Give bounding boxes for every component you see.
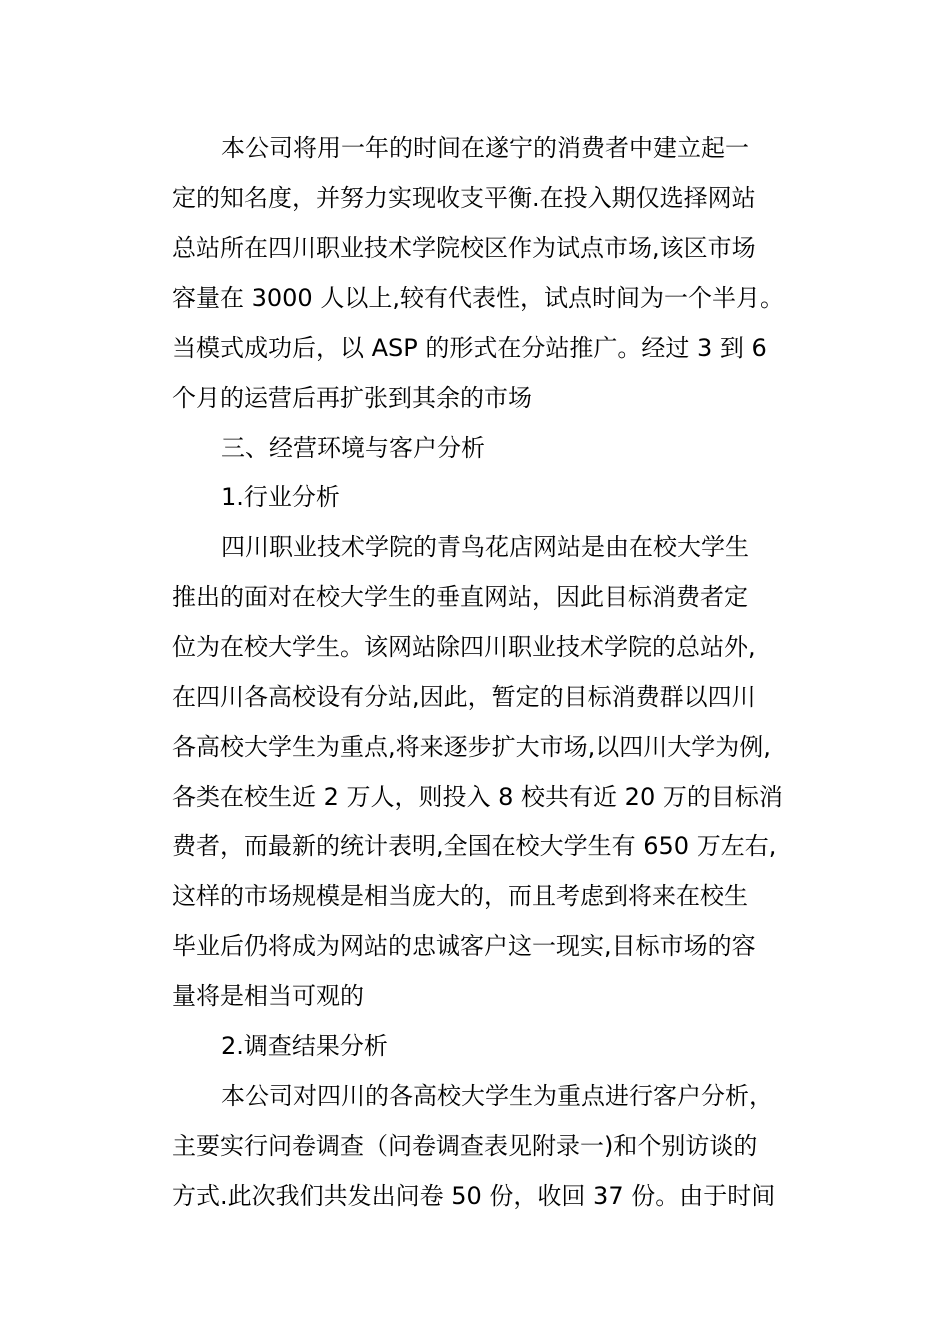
text-line: 本公司对四川的各高校大学生为重点进行客户分析，: [221, 1082, 773, 1110]
subsection-heading: 1.行业分析: [221, 483, 340, 511]
text-line: 当模式成功后，以 ASP 的形式在分站推广。经过 3 到 6: [172, 334, 767, 362]
text-line: 总站所在四川职业技术学院校区作为试点市场,该区市场: [172, 234, 756, 262]
text-line: 费者，而最新的统计表明,全国在校大学生有 650 万左右,: [172, 832, 777, 860]
text-line: 定的知名度，并努力实现收支平衡.在投入期仅选择网站: [172, 184, 756, 212]
text-line: 四川职业技术学院的青鸟花店网站是由在校大学生: [221, 533, 749, 561]
text-line: 主要实行问卷调查（问卷调查表见附录一)和个别访谈的: [172, 1132, 758, 1160]
text-line: 各高校大学生为重点,将来逐步扩大市场,以四川大学为例,: [172, 733, 771, 761]
text-line: 个月的运营后再扩张到其余的市场: [172, 384, 532, 412]
text-line: 在四川各高校设有分站,因此，暂定的目标消费群以四川: [172, 683, 756, 711]
text-line: 推出的面对在校大学生的垂直网站，因此目标消费者定: [172, 583, 748, 611]
text-line: 量将是相当可观的: [172, 982, 364, 1010]
text-line: 本公司将用一年的时间在遂宁的消费者中建立起一: [221, 134, 749, 162]
text-line: 位为在校大学生。该网站除四川职业技术学院的总站外,: [172, 633, 756, 661]
text-line: 毕业后仍将成为网站的忠诚客户这一现实,目标市场的容: [172, 932, 756, 960]
section-heading: 三、经营环境与客户分析: [221, 434, 485, 462]
text-line: 这样的市场规模是相当庞大的，而且考虑到将来在校生: [172, 882, 748, 910]
subsection-heading: 2.调查结果分析: [221, 1032, 388, 1060]
text-line: 各类在校生近 2 万人，则投入 8 校共有近 20 万的目标消: [172, 783, 783, 811]
text-line: 方式.此次我们共发出问卷 50 份，收回 37 份。由于时间: [172, 1182, 776, 1210]
text-line: 容量在 3000 人以上,较有代表性，试点时间为一个半月。: [172, 284, 784, 312]
